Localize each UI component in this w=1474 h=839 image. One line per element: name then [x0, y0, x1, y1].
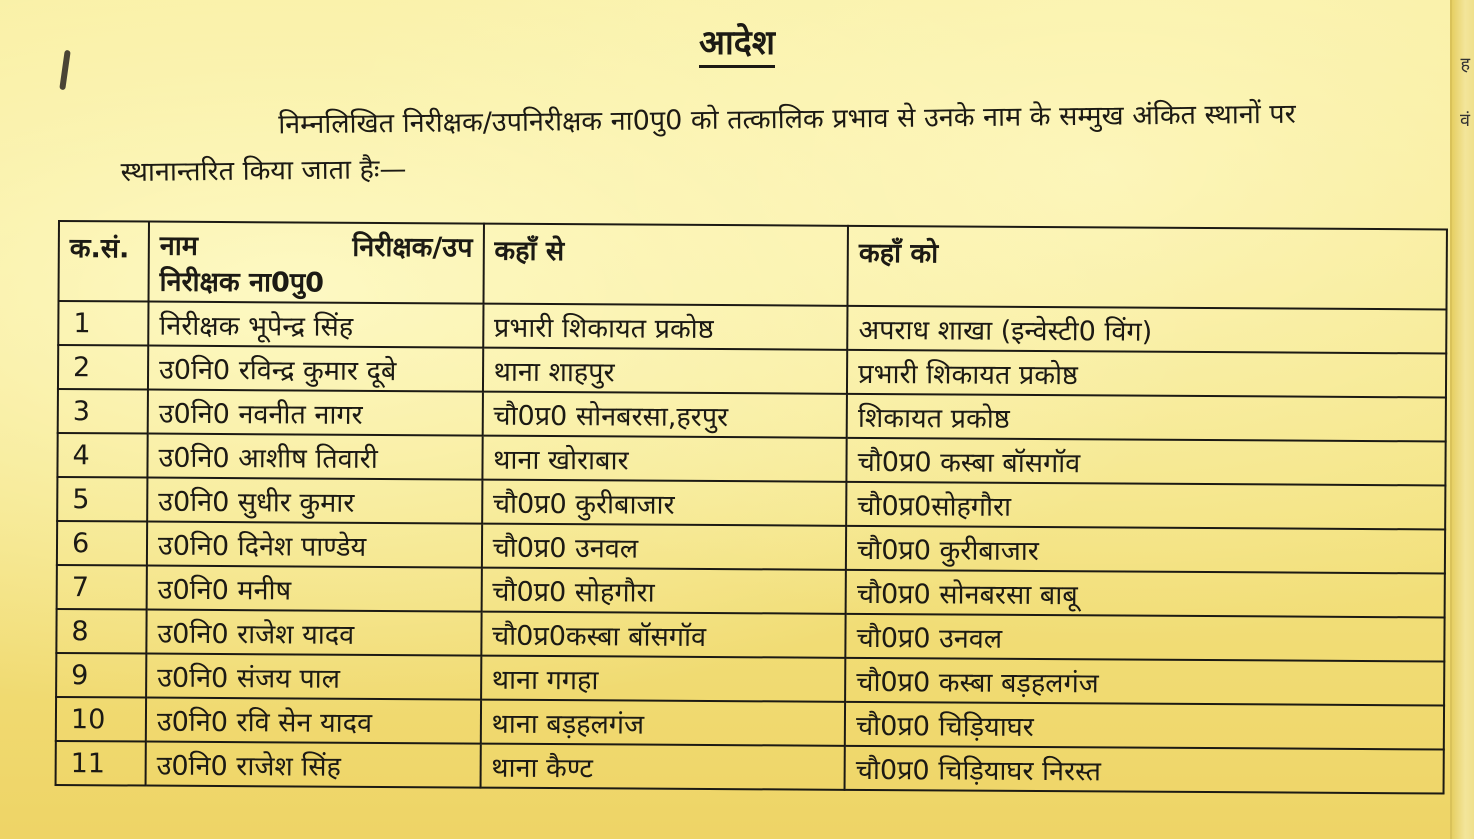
header-serial: क.सं. — [59, 221, 149, 302]
row-serial-cell: 3 — [58, 389, 148, 434]
row-name-cell: उ0नि0 राजेश यादव — [146, 610, 481, 656]
transfer-table — [55, 220, 1448, 794]
row-to-cell: चौ0प्र0 उनवल — [845, 614, 1444, 662]
row-serial-cell: 6 — [57, 521, 147, 566]
row-from-cell: थाना गगहा — [481, 656, 846, 702]
row-serial-cell: 11 — [56, 741, 146, 786]
row-serial-cell: 4 — [57, 433, 147, 478]
transfer-table-container — [55, 220, 1448, 794]
header-name-left: नाम — [159, 230, 199, 262]
row-to-cell: चौ0प्र0 कुरीबाजार — [846, 526, 1445, 574]
header-name-line2: निरीक्षक ना0पु0 — [159, 266, 325, 299]
header-from: कहाँ से — [483, 224, 848, 306]
adjacent-page-edge — [1450, 0, 1474, 839]
row-to-cell: चौ0प्र0 चिड़ियाघर निरस्त — [845, 746, 1444, 794]
row-from-cell: चौ0प्र0 सोहगौरा — [481, 568, 846, 614]
row-name-cell: उ0नि0 रवि सेन यादव — [146, 698, 481, 744]
table-row — [56, 741, 1444, 793]
edge-mark: ह — [1460, 54, 1470, 75]
row-serial-cell: 9 — [56, 653, 146, 698]
row-from-cell: थाना कैण्ट — [480, 744, 845, 790]
row-to-cell: चौ0प्र0 कस्बा बॉसगॉव — [847, 438, 1446, 486]
row-name-cell: उ0नि0 नवनीत नागर — [148, 390, 483, 436]
row-name-cell: उ0नि0 मनीष — [147, 566, 482, 612]
row-name-cell: निरीक्षक भूपेन्द्र सिंह — [148, 302, 483, 348]
document-title — [0, 18, 1474, 64]
row-name-cell: उ0नि0 दिनेश पाण्डेय — [147, 522, 482, 568]
row-from-cell: थाना खोराबार — [482, 436, 847, 482]
intro-text: निम्नलिखित निरीक्षक/उपनिरीक्षक ना0पु0 को तत्कालिक प्रभाव से उनके नाम के सम्मुख अंकित स्थानों पर स्थानान्तरित किया जाता हैः— — [120, 98, 1296, 188]
row-serial-cell: 10 — [56, 697, 146, 742]
row-serial-cell: 5 — [57, 477, 147, 522]
row-to-cell: चौ0प्र0 कस्बा बड़हलगंज — [845, 658, 1444, 706]
row-from-cell: चौ0प्र0 उनवल — [482, 524, 847, 570]
row-from-cell: चौ0प्र0 सोनबरसा,हरपुर — [482, 392, 847, 438]
header-name — [148, 222, 483, 304]
row-to-cell: चौ0प्र0 सोनबरसा बाबू — [846, 570, 1445, 618]
header-name-line1 — [160, 229, 473, 267]
row-name-cell: उ0नि0 आशीष तिवारी — [147, 434, 482, 480]
table-body — [56, 301, 1447, 793]
row-to-cell: अपराध शाखा (इन्वेस्टी0 विंग) — [847, 306, 1446, 354]
row-name-cell: उ0नि0 संजय पाल — [146, 654, 481, 700]
row-name-cell: उ0नि0 रविन्द्र कुमार दूबे — [148, 346, 483, 392]
intro-paragraph — [120, 91, 1401, 196]
paragraph-indent — [120, 133, 278, 135]
row-from-cell: थाना बड़हलगंज — [480, 700, 845, 746]
row-from-cell: प्रभारी शिकायत प्रकोष्ठ — [483, 304, 848, 350]
row-to-cell: प्रभारी शिकायत प्रकोष्ठ — [847, 350, 1446, 398]
table-header-row — [59, 221, 1447, 309]
row-name-cell: उ0नि0 सुधीर कुमार — [147, 478, 482, 524]
row-to-cell: चौ0प्र0 चिड़ियाघर — [845, 702, 1444, 750]
row-to-cell: शिकायत प्रकोष्ठ — [847, 394, 1446, 442]
edge-mark: वं — [1459, 110, 1470, 131]
row-serial-cell: 1 — [58, 301, 148, 346]
row-name-cell: उ0नि0 राजेश सिंह — [146, 742, 481, 788]
title-text: आदेश — [699, 23, 775, 68]
header-to: कहाँ को — [848, 226, 1447, 310]
row-from-cell: थाना शाहपुर — [483, 348, 848, 394]
row-serial-cell: 2 — [58, 345, 148, 390]
header-name-right: निरीक्षक/उप — [352, 231, 473, 264]
row-from-cell: चौ0प्र0कस्बा बॉसगॉव — [481, 612, 846, 658]
row-from-cell: चौ0प्र0 कुरीबाजार — [482, 480, 847, 526]
row-to-cell: चौ0प्र0सोहगौरा — [846, 482, 1445, 530]
row-serial-cell: 7 — [57, 565, 147, 610]
row-serial-cell: 8 — [56, 609, 146, 654]
